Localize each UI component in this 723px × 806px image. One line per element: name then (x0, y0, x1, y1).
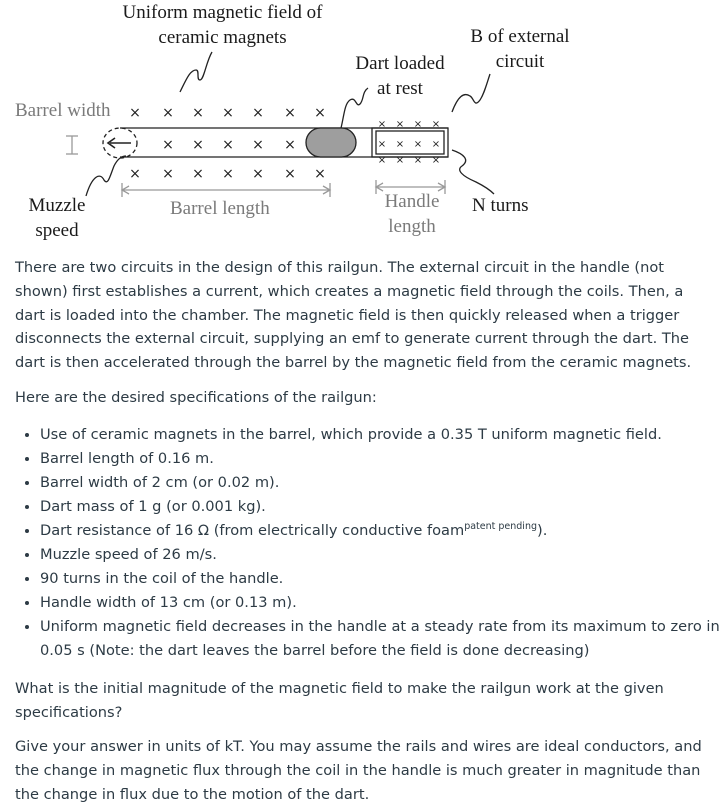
field-x-mark: × (252, 166, 264, 182)
patent-pending-superscript: patent pending (464, 521, 537, 532)
field-x-mark: × (284, 137, 296, 153)
field-x-mark: × (252, 105, 264, 121)
field-x-mark: × (162, 137, 174, 153)
field-x-mark: × (129, 166, 141, 182)
spec-item-tail: ). (537, 522, 548, 539)
field-x-mark: × (192, 166, 204, 182)
dart-label-line2: at rest (377, 78, 423, 99)
field-x-mark: × (222, 105, 234, 121)
muzzle-pointer-squiggle (86, 156, 126, 196)
muzzle-speed-label (22, 193, 92, 243)
field-x-mark: × (395, 155, 405, 166)
field-x-mark: × (395, 119, 405, 130)
turns-pointer-squiggle (452, 150, 494, 194)
field-x-mark: × (431, 139, 441, 150)
spec-item-text: Dart resistance of 16 Ω (from electrically conductive foam (40, 522, 465, 539)
n-turns-label: N turns (472, 195, 529, 216)
handle-label-line2: length (388, 216, 436, 237)
field-x-mark: × (192, 105, 204, 121)
field-x-mark: × (377, 119, 387, 130)
magnet-label-line2: ceramic magnets (158, 27, 287, 48)
field-x-mark: × (413, 119, 423, 130)
spec-item: • Use of ceramic magnets in the barrel, which provide a 0.35 T uniform magnetic field. (40, 423, 723, 447)
muzzle-label-line2: speed (35, 220, 79, 241)
field-x-mark: × (129, 105, 141, 121)
spec-item: • Barrel length of 0.16 m. (40, 447, 723, 471)
question-paragraph: What is the initial magnitude of the magnetic field to make the railgun work at the given specifications? (15, 680, 664, 721)
field-x-mark: × (395, 139, 405, 150)
barrel-width-label: Barrel width (15, 100, 111, 121)
field-x-mark: × (413, 139, 423, 150)
external-label-line2: circuit (495, 51, 545, 72)
intro-paragraph: There are two circuits in the design of this railgun. The external circuit in the handle (not shown) first establishes a current, which creates a magnetic field through the coils. Then, a dart is loaded into the chamber. The magnetic field is then quickly released when a trigger disconnects the external circuit, supplying an emf to generate current through the dart. The dart is then accelerated through the barrel by the magnetic field from the ceramic magnets. (15, 259, 692, 372)
field-x-mark: × (162, 166, 174, 182)
field-x-mark: × (222, 166, 234, 182)
field-x-mark: × (192, 137, 204, 153)
handle-x-marks (378, 119, 440, 166)
dart-label-line1: Dart loaded (355, 53, 445, 74)
instructions-paragraph: Give your answer in units of kT. You may assume the rails and wires are ideal conductors, and the change in magnetic flux through the coil in the handle is much greater in magnitude than the change in flux due to the motion of the dart. (15, 738, 702, 803)
field-x-mark: × (413, 155, 423, 166)
barrel-length-label: Barrel length (170, 198, 270, 219)
field-x-mark: × (284, 166, 296, 182)
field-x-mark: × (162, 105, 174, 121)
muzzle-label-line1: Muzzle (28, 195, 86, 216)
field-x-mark: × (252, 137, 264, 153)
spec-item: • Muzzle speed of 26 m/s. (40, 543, 723, 567)
specs-heading: Here are the desired specifications of the railgun: (15, 389, 377, 406)
external-label-line1: B of external (470, 26, 570, 47)
spec-item: • Dart mass of 1 g (or 0.001 kg). (40, 495, 723, 519)
spec-item (40, 519, 723, 543)
spec-item: • 90 turns in the coil of the handle. (40, 567, 723, 591)
field-x-marks (129, 105, 326, 182)
field-x-mark: × (431, 119, 441, 130)
field-x-mark: × (314, 105, 326, 121)
spec-item: • Uniform magnetic field decreases in the handle at a steady rate from its maximum to zero in 0.05 s (Note: the dart leaves the barrel before the field is done decreasing) (40, 615, 723, 663)
magnet-pointer-squiggle (180, 52, 212, 92)
handle-label-line1: Handle (384, 191, 440, 212)
field-x-mark: × (222, 137, 234, 153)
field-x-mark: × (377, 155, 387, 166)
railgun-diagram (0, 0, 723, 250)
dart (306, 128, 356, 157)
field-x-mark: × (431, 155, 441, 166)
field-x-mark: × (284, 105, 296, 121)
field-x-mark: × (314, 166, 326, 182)
magnet-label-line1: Uniform magnetic field of (122, 2, 323, 23)
dart-label (340, 51, 460, 101)
external-field-label (455, 24, 585, 74)
field-x-mark: × (377, 139, 387, 150)
magnet-label (100, 0, 345, 50)
spec-item: • Barrel width of 2 cm (or 0.02 m). (40, 471, 723, 495)
spec-item: • Handle width of 13 cm (or 0.13 m). (40, 591, 723, 615)
specs-list (15, 423, 723, 663)
handle-length-label (372, 189, 452, 239)
